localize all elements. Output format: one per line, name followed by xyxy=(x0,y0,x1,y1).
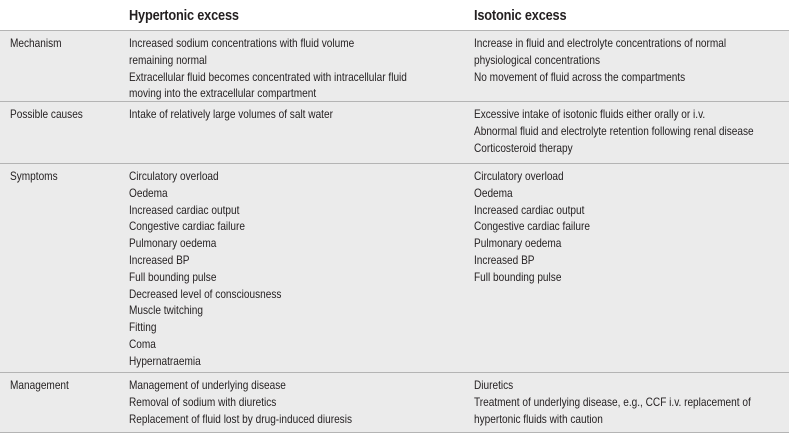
cell-line: Full bounding pulse xyxy=(129,269,217,284)
cell-line: Removal of sodium with diuretics xyxy=(129,394,277,409)
cell-line: No movement of fluid across the compartments xyxy=(474,69,686,84)
cell-line: Intake of relatively large volumes of salt water xyxy=(129,107,333,121)
row-label: Symptoms xyxy=(10,169,58,183)
cell-line: physiological concentrations xyxy=(474,52,601,67)
cell-line: Full bounding pulse xyxy=(474,269,562,284)
cell-line: Corticosteroid therapy xyxy=(474,140,573,155)
header-hypertonic: Hypertonic excess xyxy=(129,8,239,24)
cell-line: Increased cardiac output xyxy=(474,202,585,217)
cell-line: Muscle twitching xyxy=(129,303,203,318)
cell-line: Treatment of underlying disease, e.g., CCF i.v. replacement of xyxy=(474,394,751,409)
header-isotonic: Isotonic excess xyxy=(474,8,567,24)
cell-line: Pulmonary oedema xyxy=(129,236,217,251)
row-label: Possible causes xyxy=(10,107,83,121)
cell-line: Diuretics xyxy=(474,378,514,392)
isotonic-cell xyxy=(474,377,786,427)
cell-line: Increase in fluid and electrolyte concentrations of normal xyxy=(474,36,727,50)
hypertonic-cell xyxy=(129,35,452,102)
isotonic-cell xyxy=(474,106,786,156)
cell-line: Management of underlying disease xyxy=(129,378,286,392)
row-label: Management xyxy=(10,378,69,392)
cell-line: Decreased level of consciousness xyxy=(129,286,282,301)
table-row-possible-causes xyxy=(0,102,789,164)
cell-line: moving into the extracellular compartment xyxy=(129,86,317,101)
cell-line: Increased cardiac output xyxy=(129,202,240,217)
cell-line: Pulmonary oedema xyxy=(474,236,562,251)
cell-line: Circulatory overload xyxy=(474,169,564,183)
isotonic-cell xyxy=(474,168,786,286)
cell-line: Excessive intake of isotonic fluids either orally or i.v. xyxy=(474,107,706,121)
cell-line: hypertonic fluids with caution xyxy=(474,411,603,426)
table-header xyxy=(0,0,789,34)
table-row-symptoms xyxy=(0,164,789,373)
cell-line: Oedema xyxy=(129,185,168,200)
hypertonic-cell xyxy=(129,106,452,123)
cell-line: Replacement of fluid lost by drug-induced diuresis xyxy=(129,411,353,426)
row-label: Mechanism xyxy=(10,36,62,50)
cell-line: remaining normal xyxy=(129,52,207,67)
isotonic-cell xyxy=(474,35,786,85)
cell-line: Fitting xyxy=(129,320,157,335)
cell-line: Increased sodium concentrations with fluid volume xyxy=(129,36,355,50)
cell-line: Abnormal fluid and electrolyte retention following renal disease xyxy=(474,123,754,138)
table-row-mechanism xyxy=(0,30,789,102)
cell-line: Extracellular fluid becomes concentrated with intracellular fluid xyxy=(129,69,407,84)
cell-line: Oedema xyxy=(474,185,513,200)
hypertonic-cell xyxy=(129,168,452,370)
cell-line: Hypernatraemia xyxy=(129,353,201,368)
hypertonic-cell xyxy=(129,377,452,427)
cell-line: Coma xyxy=(129,336,156,351)
cell-line: Circulatory overload xyxy=(129,169,219,183)
cell-line: Increased BP xyxy=(129,252,190,267)
cell-line: Increased BP xyxy=(474,252,535,267)
cell-line: Congestive cardiac failure xyxy=(474,219,590,234)
cell-line: Congestive cardiac failure xyxy=(129,219,245,234)
table-row-management xyxy=(0,373,789,433)
